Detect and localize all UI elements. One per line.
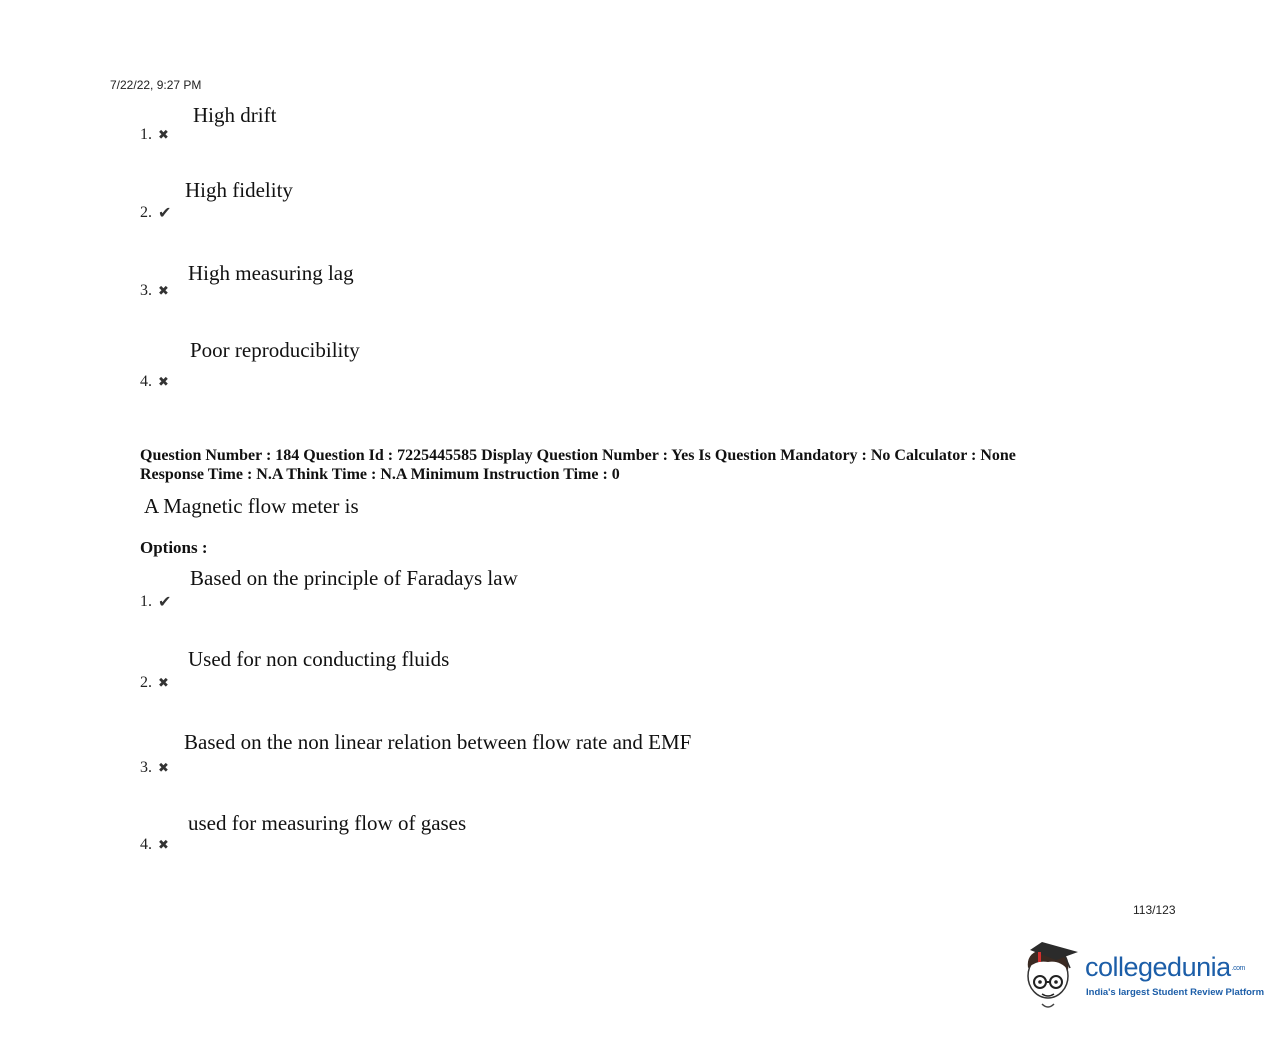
prev-option-3-number: 3. ✖ (140, 282, 169, 299)
prev-option-4-text: Poor reproducibility (190, 338, 360, 362)
options-label: Options : (140, 538, 208, 557)
question-text: A Magnetic flow meter is (144, 494, 359, 518)
option-1-text: Based on the principle of Faradays law (190, 566, 518, 590)
cross-icon: ✖ (158, 760, 169, 776)
page-number: 113/123 (1133, 903, 1176, 917)
option-3-text: Based on the non linear relation between flow rate and EMF (184, 730, 692, 754)
mascot-icon (1020, 938, 1084, 1012)
prev-option-4-number: 4. ✖ (140, 373, 169, 390)
prev-option-1-number: 1. ✖ (140, 126, 169, 143)
check-icon: ✔ (158, 592, 172, 611)
option-2-number: 2. ✖ (140, 674, 169, 691)
cross-icon: ✖ (158, 374, 169, 390)
cross-icon: ✖ (158, 675, 169, 691)
check-icon: ✔ (158, 203, 172, 222)
print-timestamp: 7/22/22, 9:27 PM (110, 78, 202, 92)
option-2-text: Used for non conducting fluids (188, 647, 450, 671)
option-3-number: 3. ✖ (140, 759, 169, 776)
prev-option-2-number: 2. ✔ (140, 203, 172, 222)
brand-tagline: India's largest Student Review Platform (1086, 987, 1265, 998)
cross-icon: ✖ (158, 837, 169, 853)
cross-icon: ✖ (158, 283, 169, 299)
option-4-text: used for measuring flow of gases (188, 811, 467, 835)
option-4-number: 4. ✖ (140, 836, 169, 853)
question-meta-line-1: Question Number : 184 Question Id : 7225445585 Display Question Number : Yes Is Question Mandatory : No Calculator : None (140, 447, 1016, 464)
question-meta-line-2: Response Time : N.A Think Time : N.A Minimum Instruction Time : 0 (140, 466, 620, 483)
brand-name: collegedunia.com (1085, 952, 1245, 982)
cross-icon: ✖ (158, 127, 169, 143)
prev-option-2-text: High fidelity (185, 178, 293, 202)
option-1-number: 1. ✔ (140, 592, 172, 611)
prev-option-1-text: High drift (193, 103, 277, 127)
prev-option-3-text: High measuring lag (188, 261, 354, 285)
